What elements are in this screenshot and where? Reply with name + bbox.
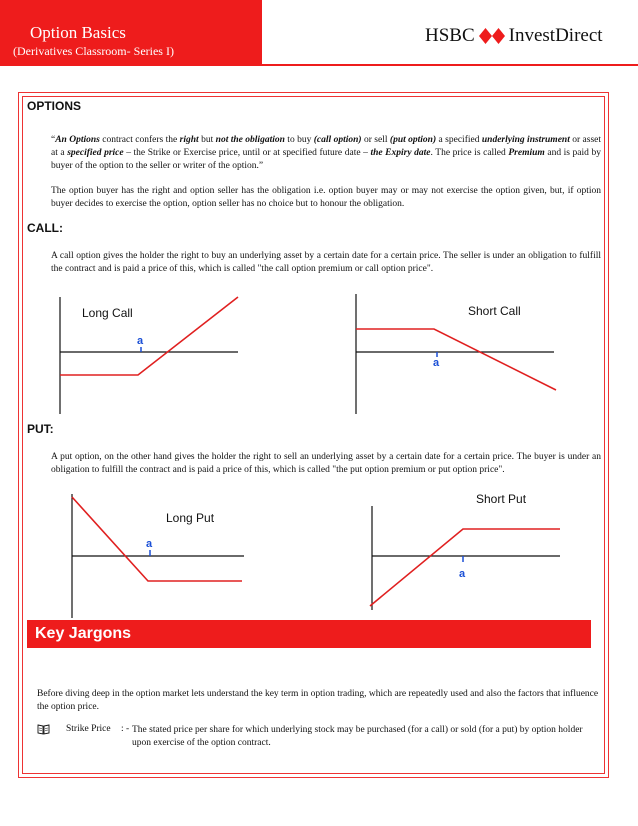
text: or asset at a xyxy=(51,135,602,158)
page-subtitle: (Derivatives Classroom- Series I) xyxy=(13,44,174,58)
term-an-options: An Options xyxy=(55,135,100,145)
long-put-diagram xyxy=(62,492,248,620)
strike-price-term: Strike Price xyxy=(66,724,111,734)
hsbc-hexagon-icon xyxy=(479,28,505,44)
book-icon xyxy=(37,724,50,738)
short-call-diagram xyxy=(348,292,560,418)
brand-name-investdirect: InvestDirect xyxy=(508,25,603,46)
put-heading: PUT: xyxy=(27,422,54,436)
text: but xyxy=(198,135,216,145)
text: contract confers the xyxy=(99,135,180,145)
term-premium: Premium xyxy=(508,148,545,158)
call-paragraph: A call option gives the holder the right to buy an underlying asset by a certain date for a certain price. The seller is under an obligation to fulfill the contract and is paid a price of this, which is called "the call option premium or call option price". xyxy=(51,251,601,274)
long-put-strike-marker: a xyxy=(146,538,153,550)
text: – the Strike or Exercise price, until or at specified future date – xyxy=(123,148,371,158)
options-definition xyxy=(51,134,601,173)
long-put-label: Long Put xyxy=(166,511,215,525)
put-paragraph: A put option, on the other hand gives the holder the right to sell an underlying asset by a certain date for a certain price. The buyer is under an obligation to fulfill the contract and is paid a price of this, which is called "the put option premium or put option price". xyxy=(51,452,601,475)
strike-price-separator: : - xyxy=(121,724,130,734)
short-call-label: Short Call xyxy=(468,304,521,318)
long-call-diagram xyxy=(50,292,250,418)
key-jargons-banner xyxy=(27,620,591,648)
jargons-intro: Before diving deep in the option market lets understand the key term in option trading, which are repeatedly used and also the factors that influence the option price. xyxy=(37,689,599,712)
term-underlying-instrument: underlying instrument xyxy=(481,135,570,145)
long-call-strike-marker: a xyxy=(137,335,144,347)
term-specified-price: specified price xyxy=(67,148,124,158)
strike-price-definition: The stated price per share for which underlying stock may be purchased (for a call) or sold (for a put) by option holder upon exercise of the option contract. xyxy=(132,725,583,748)
short-put-diagram xyxy=(364,488,564,612)
options-rights-paragraph: The option buyer has the right and option seller has the obligation i.e. option buyer may or may not exercise the option given, but, if option buyer decides to exercise the option, option seller has no choice but to honour the obligation. xyxy=(51,186,601,209)
options-heading: OPTIONS xyxy=(27,99,82,113)
header-rule xyxy=(0,64,638,66)
call-heading: CALL: xyxy=(27,221,63,235)
brand-name-hsbc: HSBC xyxy=(425,25,475,46)
long-put-payoff-line xyxy=(72,497,242,581)
long-call-label: Long Call xyxy=(82,306,133,320)
header-title-block xyxy=(0,0,262,64)
text: to buy xyxy=(284,135,314,145)
key-jargons-heading: Key Jargons xyxy=(35,625,132,642)
term-put-option: (put option) xyxy=(389,135,437,145)
term-not-obligation: not the obligation xyxy=(215,135,285,145)
short-call-payoff-line xyxy=(356,329,556,390)
term-expiry-date: the Expiry date xyxy=(370,148,431,158)
short-put-label: Short Put xyxy=(476,492,527,506)
short-call-strike-marker: a xyxy=(433,357,440,369)
term-call-option: (call option) xyxy=(313,135,362,145)
hsbc-investdirect-logo xyxy=(425,24,603,48)
text: . The price is called xyxy=(430,148,509,158)
short-put-strike-marker: a xyxy=(459,568,466,580)
page-title: Option Basics xyxy=(30,23,126,42)
text: a specified xyxy=(436,135,482,145)
text: and is paid by buyer of the option to the seller or writer of the option.” xyxy=(51,148,601,171)
page-header xyxy=(0,0,638,66)
term-right: right xyxy=(179,135,199,145)
open-quote: “ xyxy=(51,135,56,145)
text: or sell xyxy=(361,135,390,145)
